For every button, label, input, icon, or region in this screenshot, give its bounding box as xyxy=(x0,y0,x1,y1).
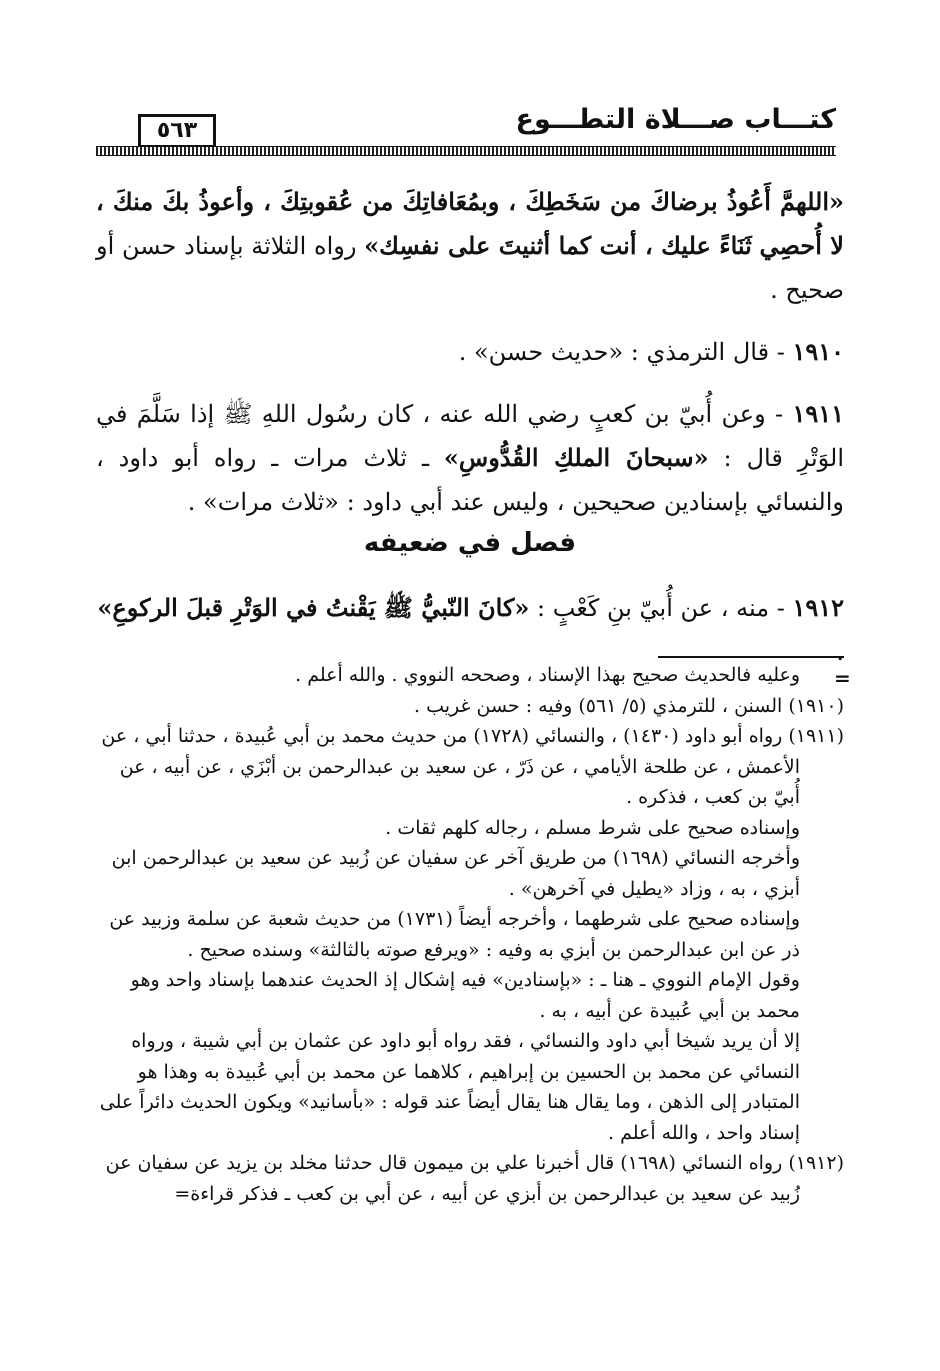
page-header xyxy=(96,104,836,156)
footnote-divider xyxy=(658,656,844,658)
footnote-1911: (١٩١١) رواه أبو داود (١٤٣٠) ، والنسائي (١٧٢٨) من حديث محمد بن أبي عُبيدة ، حدثنا أبي ، عن الأعمش ، عن طلحة الأيامي ، عن ذَرّ ، عن سعيد بن عبدالرحمن بن أبْزَي ، عن أبيه ، عن أُبيّ بن كعب ، فذكره . xyxy=(101,725,844,808)
dua-line: «اللهمَّ أَعُوذُ برضاكَ من سَخَطِكَ ، وبمُعَافاتِكَ من عُقوبتِكَ ، وأعوذُ بكَ منكَ ، لا أُحصِي xyxy=(96,187,844,260)
footnote-continued: وعليه فالحديث صحيح بهذا الإسناد ، وصححه النووي . والله أعلم . xyxy=(295,664,800,686)
page-number: ٥٦٣ xyxy=(138,114,216,148)
footnote-continuation-mark: = xyxy=(834,666,851,690)
hadith-1910 xyxy=(96,330,844,374)
hadith-text: - وعن أُبيّ بن كعبٍ رضي الله عنه ، كان رسُول اللهِ ﷺ إذا سَلَّمَ في الوَتْرِ قال : xyxy=(96,400,845,472)
footnote-1911-para: وإسناده صحيح على شرط مسلم ، رجاله كلهم ثقات . xyxy=(385,816,800,839)
hadith-text: - قال الترمذي : «حديث حسن» . xyxy=(458,338,793,366)
footnote-1911-para: وقول الإمام النووي ـ هنا ـ : «بإسنادين» فيه إشكال إذ الحديث عندهما بإسناد واحد وهو محمد بن أبي عُبيدة عن أبيه ، به . xyxy=(130,969,800,1022)
footnote-1911-para: وأخرجه النسائي (١٦٩٨) من طريق آخر عن سفيان عن زُبيد عن سعيد بن عبدالرحمن ابن أبزي ، به ، وزاد «يطيل في آخرهن» . xyxy=(111,847,800,900)
hadith-1911 xyxy=(96,392,844,524)
footnote-1910: (١٩١٠) السنن ، للترمذي (٥/ ٥٦١) وفيه : حسن غريب . xyxy=(414,694,844,717)
chapter-title: كتـــاب صـــلاة التطـــوع xyxy=(515,104,836,135)
footnote-1911-para: وإسناده صحيح على شرطهما ، وأخرجه أيضاً (١٧٣١) من حديث شعبة عن سلمة وزبيد عن ذر عن ابن عبدالرحمن بن أبزي به وفيه : «ويرفع صوته بالثالثة» وسنده صحيح . xyxy=(109,908,800,961)
hadith-number: ١٩١٠ xyxy=(792,337,844,366)
hadith-text-rest: ـ ثلاث مرات ـ رواه أبو داود ، والنسائي بإسنادين صحيحين ، وليس عند أبي داود : «ثلاث مرات» . xyxy=(96,444,844,516)
main-text xyxy=(96,180,844,524)
footnotes xyxy=(96,660,844,1209)
dua-narration: رواه الثلاثة بإسناد حسن أو صحيح . xyxy=(96,232,844,304)
hadith-quote: «سبحانَ الملكِ القُدُّوسِ» xyxy=(443,443,709,472)
footnote-1911-para: إلا أن يريد شيخا أبي داود والنسائي ، فقد رواه أبو داود عن عثمان بن أبي شيبة ، ورواه النسائي عن محمد بن الحسين بن إبراهيم ، كلاهما عن محمد بن أبي عُبيدة به وهذا هو المتبادر إلى الذهن ، وما يقال هنا يقال أيضاً عند قوله : «بأسانيد» ويكون الحديث دائراً على إسناد واحد ، والله أعلم . xyxy=(99,1030,800,1144)
hadith-text: - منه ، عن أُبيّ بنِ كَعْبٍ : xyxy=(529,594,793,622)
header-rule xyxy=(96,146,836,156)
hadith-text-end: . xyxy=(836,638,844,666)
dua-line-end: ثَنَاءً عليك ، أنت كما أثنيتَ على نفسِك» xyxy=(364,231,752,260)
section-title: فصل في ضعيفه xyxy=(363,528,577,558)
hadith-number: ١٩١١ xyxy=(792,399,844,428)
hadith-number: ١٩١٢ xyxy=(792,593,844,622)
footnote-1912: (١٩١٢) رواه النسائي (١٦٩٨) قال أخبرنا علي بن ميمون قال حدثنا مخلد بن يزيد عن سفيان عن زُبيد عن سعيد بن عبدالرحمن بن أبزي عن أبيه ، عن أبي بن كعب ـ فذكر قراءة= xyxy=(105,1152,844,1205)
dua-text xyxy=(96,180,844,312)
hadith-quote: «كانَ النّبيُّ ﷺ يَقْنتُ في الوَتْرِ قبلَ الركوعِ» xyxy=(97,593,530,622)
